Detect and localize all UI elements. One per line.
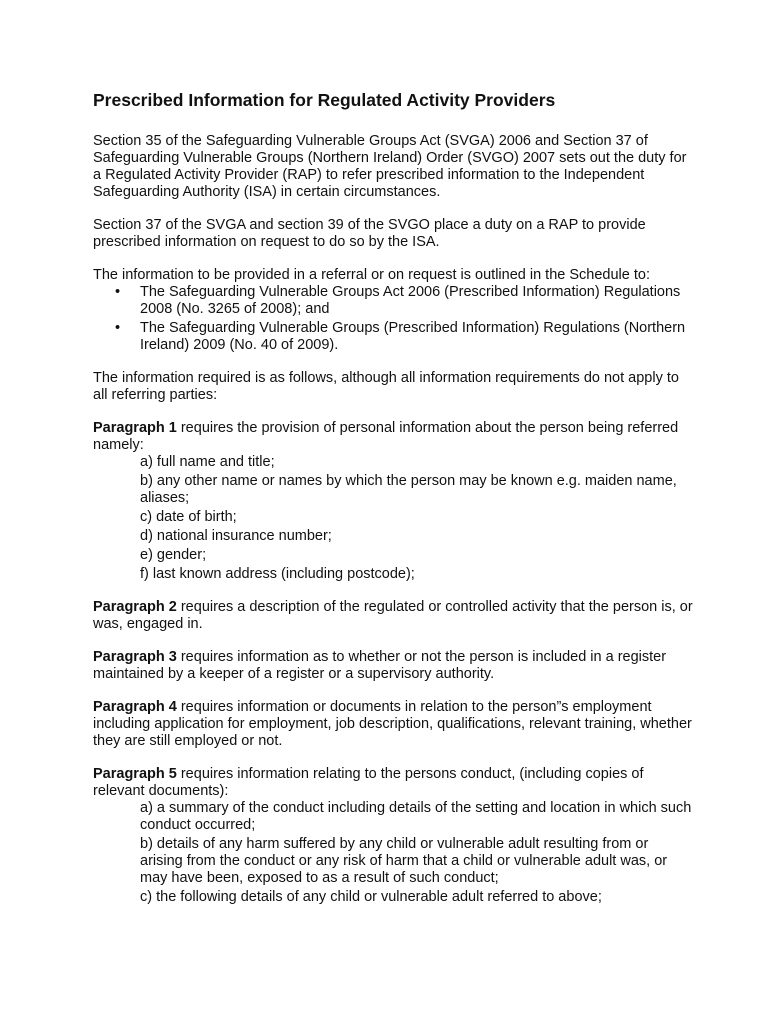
list-item: f) last known address (including postcode);: [140, 566, 415, 582]
list-item: a) a summary of the conduct including details of the setting and location in which such conduct occurred;: [140, 800, 692, 833]
paragraph-4-section: [93, 699, 693, 750]
intro-paragraph-1: Section 35 of the Safeguarding Vulnerable Groups Act (SVGA) 2006 and Section 37 of Safeguarding Vulnerable Groups (Northern Ireland) Order (SVGO) 2007 sets out the duty for a Regulated Activity Provider (RAP) to refer prescribed information to the Independent Safeguarding Authority (ISA) in certain circumstances.: [93, 133, 687, 200]
paragraph-5-text: requires information relating to the persons conduct, (including copies of relevant documents):: [93, 766, 644, 799]
list-item: b) any other name or names by which the person may be known e.g. maiden name, aliases;: [140, 473, 677, 506]
bullet-icon: •: [115, 320, 121, 336]
paragraph-2-text: requires a description of the regulated or controlled activity that the person is, or was, engaged in.: [93, 599, 693, 632]
list-item: e) gender;: [140, 547, 207, 563]
list-item: c) the following details of any child or vulnerable adult referred to above;: [140, 889, 602, 905]
list-item: c) date of birth;: [140, 509, 237, 525]
bullet-icon: •: [115, 284, 121, 300]
intro-paragraph-2: Section 37 of the SVGA and section 39 of the SVGO place a duty on a RAP to provide prescribed information on request to do so by the ISA.: [93, 217, 646, 250]
list-item: [93, 320, 693, 354]
paragraph-1-items: [93, 454, 693, 583]
paragraph-1-label: Paragraph 1: [93, 420, 177, 436]
list-item: b) details of any harm suffered by any child or vulnerable adult resulting from or arising from the conduct or any risk of harm that a child or vulnerable adult was, or may have been, exposed to as a result of such conduct;: [140, 836, 668, 886]
list-item-text: The Safeguarding Vulnerable Groups (Prescribed Information) Regulations (Northern Ireland) 2009 (No. 40 of 2009).: [140, 320, 686, 353]
paragraph-5-label: Paragraph 5: [93, 766, 177, 782]
paragraph-3-label: Paragraph 3: [93, 649, 177, 665]
paragraph-5-section: [93, 766, 693, 800]
page-title: Prescribed Information for Regulated Activity Providers: [93, 90, 556, 110]
paragraph-3-section: [93, 649, 693, 683]
paragraph-5-items: [93, 800, 693, 906]
intro-paragraph-3: The information to be provided in a referral or on request is outlined in the Schedule to:: [93, 267, 650, 283]
list-item: a) full name and title;: [140, 454, 275, 470]
regulations-list: [93, 284, 693, 354]
intro-paragraph-4: The information required is as follows, although all information requirements do not apply to all referring parties:: [93, 370, 679, 403]
paragraph-2-label: Paragraph 2: [93, 599, 177, 615]
paragraph-4-label: Paragraph 4: [93, 699, 177, 715]
document-body: [93, 89, 693, 908]
paragraph-1-section: [93, 420, 693, 454]
list-item-text: The Safeguarding Vulnerable Groups Act 2006 (Prescribed Information) Regulations 2008 (No. 3265 of 2008); and: [140, 284, 681, 317]
paragraph-4-text: requires information or documents in relation to the person”s employment including application for employment, job description, qualifications, relevant training, whether they are still employed or not.: [93, 699, 692, 749]
list-item: [93, 284, 693, 318]
paragraph-1-text: requires the provision of personal information about the person being referred namely:: [93, 420, 679, 453]
paragraph-3-text: requires information as to whether or not the person is included in a register maintained by a keeper of a register or a supervisory authority.: [93, 649, 667, 682]
list-item: d) national insurance number;: [140, 528, 332, 544]
paragraph-2-section: [93, 599, 693, 633]
